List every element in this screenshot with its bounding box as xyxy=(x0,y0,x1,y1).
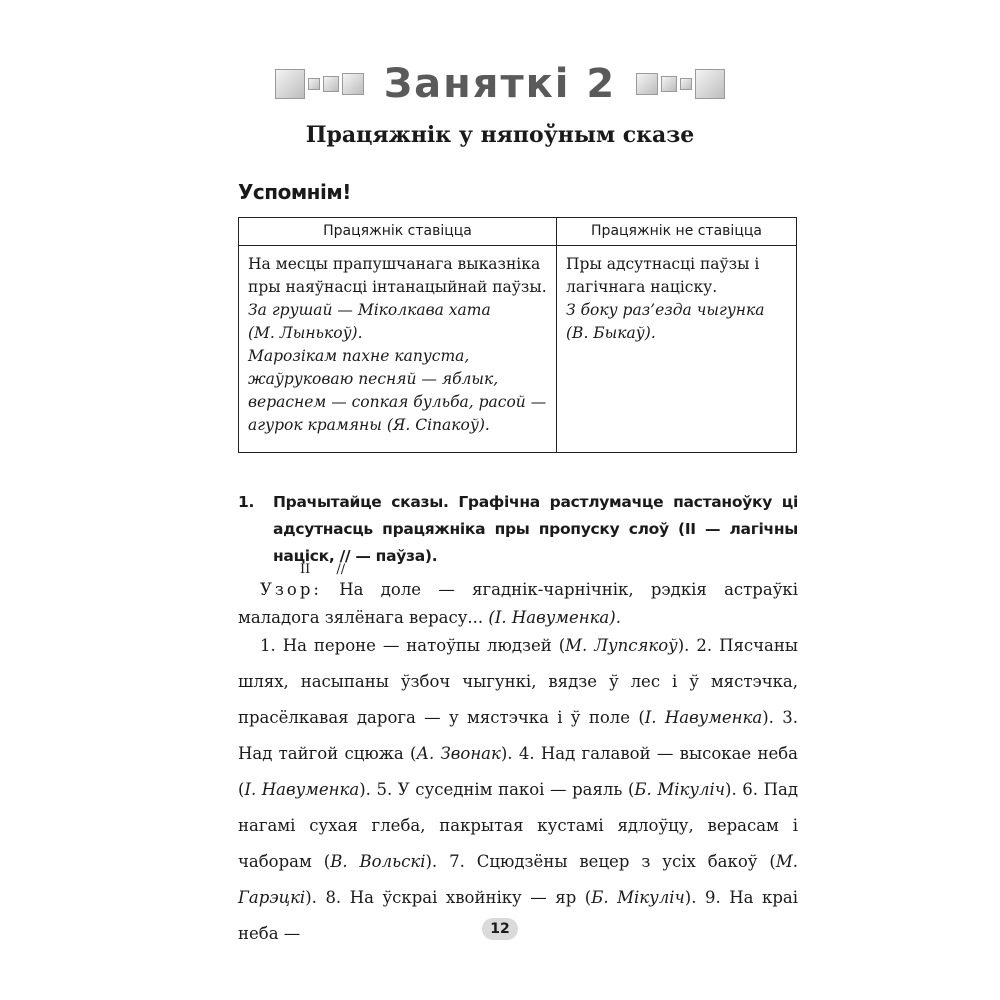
lesson-title: Заняткі 2 xyxy=(383,61,617,107)
sentence: 3. Над тайгой сцюжа xyxy=(238,708,798,763)
decorative-squares-right xyxy=(636,69,725,99)
pause-mark: // xyxy=(336,562,346,577)
header-dash-used: Працяжнік ставіцца xyxy=(239,218,557,245)
lesson-header xyxy=(0,58,1000,110)
example-text: За грушай — Міколкава хата xyxy=(248,301,491,319)
sentences-list: 1. На пероне — натоўпы людзей (М. Лупсякоў). 2. Пясчаны шлях, насыпаны ўзбоч чыгункі, вядзе ў лес і ў мястэчка, прасёлкавая дарога — у мястэчка і ў поле (І. Навуменка). 3. Над тайгой сцюжа (А. Звонак). 4. Над галавой — высокае неба (І. Навуменка). 5. У суседнім пакоі — раяль (Б. Мікуліч). 6. Пад нагамі сухая глеба, пакрытая кустамі ядлоўцу, верасам і чаборам (В. Вольскі). 7. Сцюдзёны вецер з усіх бакоў (М. Гарэцкі). 8. На ўскраі хвойніку — яр (Б. Мікуліч). 9. На краі неба — xyxy=(238,636,799,943)
sentence: 1. На пероне — натоўпы людзей xyxy=(260,636,552,655)
logical-stress-mark: ІІ xyxy=(300,562,311,577)
sentence-author: Б. Мікуліч xyxy=(591,888,685,907)
example-text: Марозікам пахне капуста, жаўруковаю песняй — яблык, вераснем — сопкая бульба, расой — агурок крамяны xyxy=(248,347,547,434)
rule-table-header xyxy=(239,218,796,246)
sentence: 6. Пад нагамі сухая глеба, пакрытая кустамі ядлоўцу, верасам і чаборам xyxy=(238,780,798,871)
header-dash-not-used: Працяжнік не ставіцца xyxy=(591,223,762,239)
example-author: (М. Лынькоў). xyxy=(248,324,363,342)
sentence-author: Б. Мікуліч xyxy=(634,780,726,799)
sentence-author: А. Звонак xyxy=(416,744,501,763)
page-number: 12 xyxy=(482,918,518,940)
example-author: (В. Быкаў). xyxy=(566,324,656,342)
pattern-example xyxy=(238,576,798,632)
exercise-text: Прачытайце сказы. Графічна растлумачце пастаноўку ці адсутнасць працяжніка пры пропуску слоў (ІІ — лагічны націск, // — паўза). xyxy=(273,493,798,565)
example-text: З боку раз’езда чыгунка xyxy=(566,301,765,319)
rule-text: Пры адсутнасці паўзы і лагічнага націску. xyxy=(566,255,760,296)
sentence-author: І. Навуменка xyxy=(644,708,763,727)
sentence-author: М. Лупсякоў xyxy=(565,636,678,655)
pattern-text: На доле — ягаднік-чарнічнік, рэдкія астраўкі маладога зялёнага верасу... xyxy=(238,580,798,627)
rule-table-body xyxy=(239,246,796,452)
rule-table xyxy=(238,217,797,453)
example-author: (Я. Сіпакоў). xyxy=(386,416,490,434)
decorative-squares-left xyxy=(275,69,364,99)
exercise-number: 1. xyxy=(238,493,255,511)
sentence: 5. У суседнім пакоі — раяль xyxy=(376,780,623,799)
pattern-author: (І. Навуменка). xyxy=(488,608,621,627)
sentence: 2. Пясчаны шлях, насыпаны ўзбоч чыгункі, вядзе ў лес і ў мястэчка, прасёлкавая дарога — у мястэчка і ў поле xyxy=(238,636,798,727)
sentence: 9. На краі неба — xyxy=(238,888,799,943)
recall-heading: Успомнім! xyxy=(238,180,351,204)
dash-used-cell xyxy=(239,246,557,452)
sentence: 7. Сцюдзёны вецер з усіх бакоў xyxy=(449,852,758,871)
sentence: 4. Над галавой — высокае неба xyxy=(518,744,798,763)
topic-title: Працяжнік у няпоўным сказе xyxy=(305,122,695,148)
pattern-label: Узор: xyxy=(260,580,322,599)
dash-not-used-cell xyxy=(557,246,796,452)
sentence-author: М. Гарэцкі xyxy=(238,852,798,907)
sentence-author: І. Навуменка xyxy=(244,780,360,799)
stress-pause-marks xyxy=(300,562,367,577)
rule-text: На месцы прапушчанага выказніка пры наяўнасці інтанацыйнай паўзы. xyxy=(248,255,547,296)
exercise-instruction xyxy=(238,489,798,570)
sentence-author: В. Вольскі xyxy=(330,852,426,871)
sentence: 8. На ўскраі хвойніку — яр xyxy=(325,888,577,907)
